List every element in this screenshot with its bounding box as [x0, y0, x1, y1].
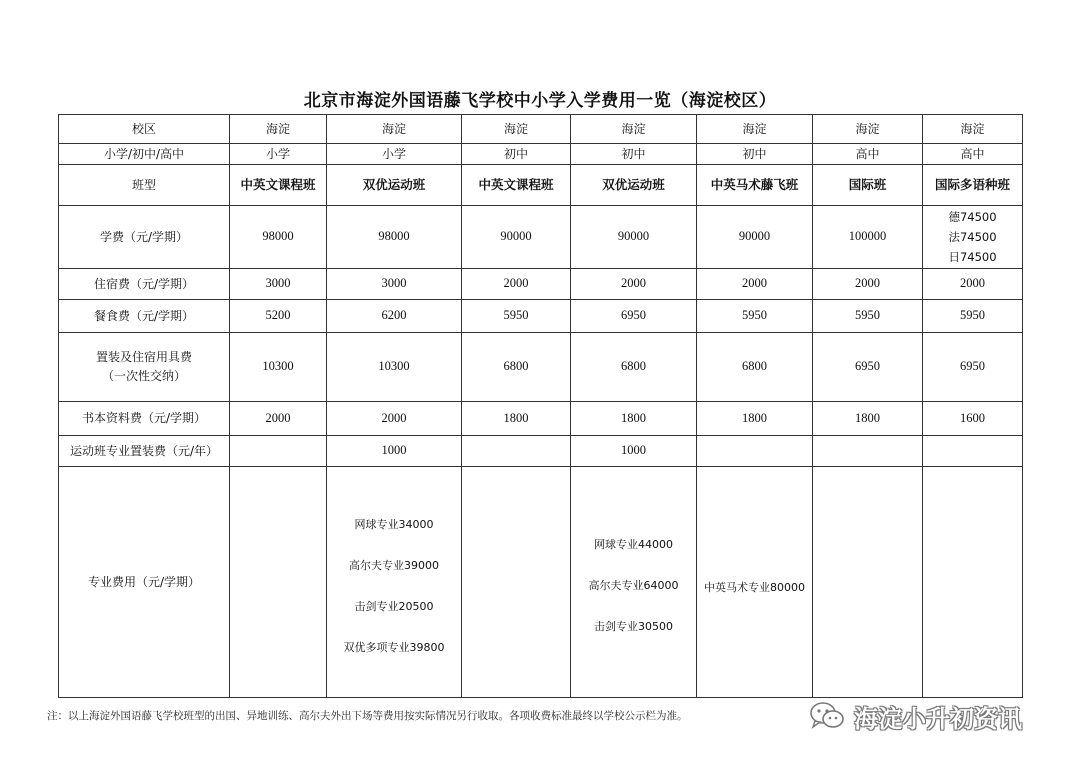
row-sports-uniform [59, 436, 1023, 467]
tuition-french: 法74500 [948, 230, 997, 244]
table-cell: 2000 [327, 402, 462, 436]
row-tuition [59, 206, 1023, 269]
table-cell: 1600 [923, 402, 1023, 436]
table-cell: 小学 [327, 144, 462, 165]
table-cell [327, 467, 462, 698]
table-cell: 2000 [813, 269, 923, 300]
table-cell: 6950 [923, 333, 1023, 402]
table-cell: 双优运动班 [571, 165, 697, 206]
row-label [59, 333, 230, 402]
row-books [59, 402, 1023, 436]
specialty-item: 中英马术专业80000 [704, 581, 805, 594]
table-cell: 6800 [462, 333, 571, 402]
table-cell [923, 206, 1023, 269]
table-cell: 1800 [813, 402, 923, 436]
table-cell: 6950 [813, 333, 923, 402]
row-level [59, 144, 1023, 165]
table-cell: 1000 [571, 436, 697, 467]
page-title: 北京市海淀外国语藤飞学校中小学入学费用一览（海淀校区） [303, 91, 777, 111]
table-cell: 海淀 [571, 115, 697, 144]
table-cell: 5950 [697, 300, 813, 333]
table-cell: 初中 [571, 144, 697, 165]
tuition-japanese: 日74500 [948, 250, 997, 264]
table-cell: 5950 [462, 300, 571, 333]
table-cell: 2000 [923, 269, 1023, 300]
table-cell: 小学 [230, 144, 327, 165]
row-label: 班型 [59, 165, 230, 206]
table-cell: 国际多语种班 [923, 165, 1023, 206]
row-label: 学费（元/学期） [59, 206, 230, 269]
table-cell: 5200 [230, 300, 327, 333]
table-cell [462, 436, 571, 467]
table-cell: 中英马术藤飞班 [697, 165, 813, 206]
table-cell: 国际班 [813, 165, 923, 206]
fee-table [58, 114, 1023, 698]
row-specialty [59, 467, 1023, 698]
table-cell: 2000 [697, 269, 813, 300]
table-cell [230, 436, 327, 467]
specialty-item: 网球专业44000 [594, 538, 673, 551]
row-label: 专业费用（元/学期） [59, 467, 230, 698]
table-cell [230, 467, 327, 698]
table-cell: 3000 [230, 269, 327, 300]
table-cell: 90000 [462, 206, 571, 269]
table-cell: 10300 [327, 333, 462, 402]
wechat-icon [808, 700, 846, 732]
table-cell: 海淀 [923, 115, 1023, 144]
row-meal [59, 300, 1023, 333]
table-cell [697, 436, 813, 467]
table-cell: 98000 [230, 206, 327, 269]
table-cell: 90000 [571, 206, 697, 269]
table-cell: 海淀 [230, 115, 327, 144]
row-uniform [59, 333, 1023, 402]
table-cell: 6950 [571, 300, 697, 333]
table-cell: 海淀 [697, 115, 813, 144]
table-cell: 1800 [697, 402, 813, 436]
specialty-item: 击剑专业20500 [354, 599, 434, 613]
row-label: 小学/初中/高中 [59, 144, 230, 165]
table-cell: 中英文课程班 [462, 165, 571, 206]
watermark [808, 696, 1022, 736]
row-label-line2: （一次性交纳） [101, 369, 186, 383]
table-cell: 高中 [813, 144, 923, 165]
row-label-line1: 置装及住宿用具费 [95, 350, 192, 364]
table-cell: 10300 [230, 333, 327, 402]
specialty-item: 高尔夫专业64000 [588, 579, 679, 592]
table-cell [697, 467, 813, 698]
table-cell: 90000 [697, 206, 813, 269]
table-cell [813, 467, 923, 698]
table-cell: 5950 [923, 300, 1023, 333]
table-cell: 高中 [923, 144, 1023, 165]
table-cell: 1800 [571, 402, 697, 436]
specialty-item: 双优多项专业39800 [343, 640, 445, 654]
specialty-item: 高尔夫专业39000 [349, 558, 439, 572]
tuition-german: 德74500 [948, 210, 997, 224]
table-cell: 6200 [327, 300, 462, 333]
table-cell [571, 467, 697, 698]
specialty-item: 击剑专业30500 [594, 620, 673, 633]
table-cell: 中英文课程班 [230, 165, 327, 206]
specialty-item: 网球专业34000 [354, 517, 434, 531]
row-label: 住宿费（元/学期） [59, 269, 230, 300]
table-cell [923, 467, 1023, 698]
table-cell: 6800 [571, 333, 697, 402]
table-cell [462, 467, 571, 698]
table-cell: 1800 [462, 402, 571, 436]
row-label: 校区 [59, 115, 230, 144]
table-cell [923, 436, 1023, 467]
row-label: 运动班专业置装费（元/年） [59, 436, 230, 467]
table-cell: 5950 [813, 300, 923, 333]
table-cell: 初中 [697, 144, 813, 165]
table-cell: 3000 [327, 269, 462, 300]
table-cell: 2000 [462, 269, 571, 300]
table-cell: 2000 [571, 269, 697, 300]
footnote: 注：以上海淀外国语藤飞学校班型的出国、异地训练、高尔夫外出下场等费用按实际情况另行收取。各项收费标准最终以学校公示栏为准。 [47, 710, 688, 722]
table-cell: 1000 [327, 436, 462, 467]
table-cell: 双优运动班 [327, 165, 462, 206]
table-cell [813, 436, 923, 467]
table-cell: 2000 [230, 402, 327, 436]
row-campus [59, 115, 1023, 144]
table-cell: 海淀 [813, 115, 923, 144]
table-cell: 100000 [813, 206, 923, 269]
table-cell: 海淀 [327, 115, 462, 144]
table-cell: 初中 [462, 144, 571, 165]
row-label: 书本资料费（元/学期） [59, 402, 230, 436]
row-dorm [59, 269, 1023, 300]
row-class-type [59, 165, 1023, 206]
table-cell: 6800 [697, 333, 813, 402]
table-cell: 98000 [327, 206, 462, 269]
watermark-text: 海淀小升初资讯 [854, 704, 1022, 733]
row-label: 餐食费（元/学期） [59, 300, 230, 333]
table-cell: 海淀 [462, 115, 571, 144]
